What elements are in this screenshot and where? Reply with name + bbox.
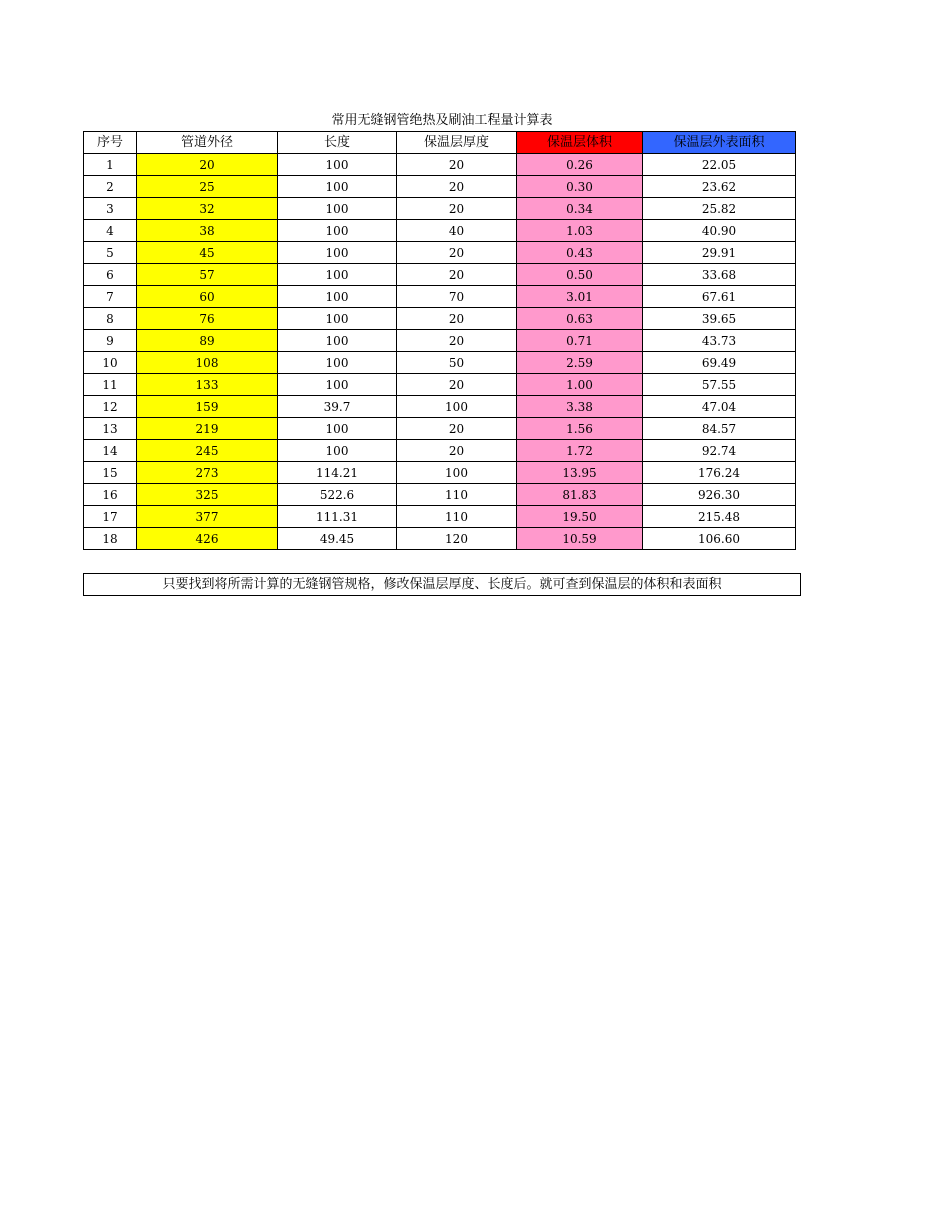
cell-outer-diameter[interactable]: 60 bbox=[137, 286, 278, 308]
cell-length[interactable]: 111.31 bbox=[278, 506, 397, 528]
cell-insulation-thickness[interactable]: 20 bbox=[397, 242, 517, 264]
cell-surface-area[interactable]: 106.60 bbox=[643, 528, 796, 550]
cell-insulation-volume[interactable]: 0.43 bbox=[517, 242, 643, 264]
cell-insulation-thickness[interactable]: 100 bbox=[397, 396, 517, 418]
cell-index[interactable]: 3 bbox=[84, 198, 137, 220]
cell-length[interactable]: 100 bbox=[278, 440, 397, 462]
cell-insulation-thickness[interactable]: 70 bbox=[397, 286, 517, 308]
table-row bbox=[84, 154, 796, 176]
table-row bbox=[84, 198, 796, 220]
cell-index[interactable]: 13 bbox=[84, 418, 137, 440]
cell-index[interactable]: 18 bbox=[84, 528, 137, 550]
table-row bbox=[84, 462, 796, 484]
cell-surface-area[interactable]: 39.65 bbox=[643, 308, 796, 330]
cell-insulation-thickness[interactable]: 110 bbox=[397, 484, 517, 506]
cell-insulation-volume[interactable]: 2.59 bbox=[517, 352, 643, 374]
cell-index[interactable]: 15 bbox=[84, 462, 137, 484]
cell-insulation-volume[interactable]: 0.34 bbox=[517, 198, 643, 220]
table-row bbox=[84, 418, 796, 440]
cell-outer-diameter[interactable]: 108 bbox=[137, 352, 278, 374]
cell-surface-area[interactable]: 29.91 bbox=[643, 242, 796, 264]
cell-insulation-volume[interactable]: 0.26 bbox=[517, 154, 643, 176]
header-length[interactable]: 长度 bbox=[278, 132, 397, 154]
table-row bbox=[84, 440, 796, 462]
cell-insulation-volume[interactable]: 19.50 bbox=[517, 506, 643, 528]
cell-index[interactable]: 11 bbox=[84, 374, 137, 396]
header-insulation-surface-area[interactable]: 保温层外表面积 bbox=[643, 132, 796, 154]
cell-surface-area[interactable]: 176.24 bbox=[643, 462, 796, 484]
table-row bbox=[84, 308, 796, 330]
cell-insulation-thickness[interactable]: 20 bbox=[397, 264, 517, 286]
cell-surface-area[interactable]: 43.73 bbox=[643, 330, 796, 352]
cell-insulation-thickness[interactable]: 120 bbox=[397, 528, 517, 550]
cell-length[interactable]: 39.7 bbox=[278, 396, 397, 418]
cell-insulation-thickness[interactable]: 50 bbox=[397, 352, 517, 374]
cell-index[interactable]: 7 bbox=[84, 286, 137, 308]
cell-outer-diameter[interactable]: 89 bbox=[137, 330, 278, 352]
table-row bbox=[84, 176, 796, 198]
cell-outer-diameter[interactable]: 219 bbox=[137, 418, 278, 440]
cell-insulation-volume[interactable]: 81.83 bbox=[517, 484, 643, 506]
cell-insulation-thickness[interactable]: 20 bbox=[397, 154, 517, 176]
cell-outer-diameter[interactable]: 25 bbox=[137, 176, 278, 198]
cell-outer-diameter[interactable]: 245 bbox=[137, 440, 278, 462]
cell-index[interactable]: 6 bbox=[84, 264, 137, 286]
cell-insulation-volume[interactable]: 1.72 bbox=[517, 440, 643, 462]
cell-surface-area[interactable]: 40.90 bbox=[643, 220, 796, 242]
cell-surface-area[interactable]: 215.48 bbox=[643, 506, 796, 528]
cell-surface-area[interactable]: 92.74 bbox=[643, 440, 796, 462]
cell-insulation-thickness[interactable]: 20 bbox=[397, 176, 517, 198]
cell-insulation-thickness[interactable]: 20 bbox=[397, 418, 517, 440]
cell-length[interactable]: 100 bbox=[278, 154, 397, 176]
table-row bbox=[84, 286, 796, 308]
cell-surface-area[interactable]: 69.49 bbox=[643, 352, 796, 374]
cell-outer-diameter[interactable]: 325 bbox=[137, 484, 278, 506]
cell-index[interactable]: 10 bbox=[84, 352, 137, 374]
table-row bbox=[84, 330, 796, 352]
sheet-title: 常用无缝钢管绝热及刷油工程量计算表 bbox=[331, 113, 553, 128]
cell-insulation-volume[interactable]: 13.95 bbox=[517, 462, 643, 484]
cell-insulation-volume[interactable]: 1.56 bbox=[517, 418, 643, 440]
cell-insulation-thickness[interactable]: 20 bbox=[397, 330, 517, 352]
cell-insulation-thickness[interactable]: 40 bbox=[397, 220, 517, 242]
cell-insulation-volume[interactable]: 0.50 bbox=[517, 264, 643, 286]
table-row bbox=[84, 264, 796, 286]
cell-outer-diameter[interactable]: 426 bbox=[137, 528, 278, 550]
cell-outer-diameter[interactable]: 159 bbox=[137, 396, 278, 418]
cell-index[interactable]: 17 bbox=[84, 506, 137, 528]
cell-surface-area[interactable]: 33.68 bbox=[643, 264, 796, 286]
cell-insulation-thickness[interactable]: 20 bbox=[397, 440, 517, 462]
cell-length[interactable]: 522.6 bbox=[278, 484, 397, 506]
cell-surface-area[interactable]: 57.55 bbox=[643, 374, 796, 396]
cell-length[interactable]: 100 bbox=[278, 352, 397, 374]
table-row bbox=[84, 352, 796, 374]
header-row bbox=[84, 132, 796, 154]
cell-surface-area[interactable]: 47.04 bbox=[643, 396, 796, 418]
cell-index[interactable]: 14 bbox=[84, 440, 137, 462]
cell-length[interactable]: 100 bbox=[278, 330, 397, 352]
cell-outer-diameter[interactable]: 38 bbox=[137, 220, 278, 242]
cell-index[interactable]: 2 bbox=[84, 176, 137, 198]
cell-insulation-volume[interactable]: 1.00 bbox=[517, 374, 643, 396]
cell-insulation-thickness[interactable]: 100 bbox=[397, 462, 517, 484]
pipe-insulation-table bbox=[83, 131, 796, 550]
cell-length[interactable]: 100 bbox=[278, 308, 397, 330]
table-row bbox=[84, 484, 796, 506]
cell-index[interactable]: 12 bbox=[84, 396, 137, 418]
cell-outer-diameter[interactable]: 57 bbox=[137, 264, 278, 286]
cell-outer-diameter[interactable]: 20 bbox=[137, 154, 278, 176]
cell-outer-diameter[interactable]: 45 bbox=[137, 242, 278, 264]
cell-insulation-volume[interactable]: 3.38 bbox=[517, 396, 643, 418]
header-insulation-volume[interactable]: 保温层体积 bbox=[517, 132, 643, 154]
table-row bbox=[84, 220, 796, 242]
header-outer-diameter[interactable]: 管道外径 bbox=[137, 132, 278, 154]
cell-insulation-volume[interactable]: 0.63 bbox=[517, 308, 643, 330]
cell-insulation-thickness[interactable]: 20 bbox=[397, 374, 517, 396]
cell-insulation-thickness[interactable]: 20 bbox=[397, 198, 517, 220]
cell-insulation-thickness[interactable]: 110 bbox=[397, 506, 517, 528]
table-row bbox=[84, 242, 796, 264]
cell-insulation-volume[interactable]: 3.01 bbox=[517, 286, 643, 308]
cell-outer-diameter[interactable]: 273 bbox=[137, 462, 278, 484]
cell-length[interactable]: 100 bbox=[278, 374, 397, 396]
cell-surface-area[interactable]: 25.82 bbox=[643, 198, 796, 220]
cell-index[interactable]: 16 bbox=[84, 484, 137, 506]
cell-length[interactable]: 100 bbox=[278, 286, 397, 308]
cell-insulation-thickness[interactable]: 20 bbox=[397, 308, 517, 330]
cell-index[interactable]: 4 bbox=[84, 220, 137, 242]
cell-surface-area[interactable]: 84.57 bbox=[643, 418, 796, 440]
header-index[interactable]: 序号 bbox=[84, 132, 137, 154]
cell-insulation-volume[interactable]: 10.59 bbox=[517, 528, 643, 550]
cell-outer-diameter[interactable]: 133 bbox=[137, 374, 278, 396]
cell-index[interactable]: 1 bbox=[84, 154, 137, 176]
table-row bbox=[84, 506, 796, 528]
cell-length[interactable]: 49.45 bbox=[278, 528, 397, 550]
table-row bbox=[84, 528, 796, 550]
cell-length[interactable]: 100 bbox=[278, 242, 397, 264]
cell-surface-area[interactable]: 22.05 bbox=[643, 154, 796, 176]
cell-index[interactable]: 8 bbox=[84, 308, 137, 330]
usage-note: 只要找到将所需计算的无缝钢管规格，修改保温层厚度、长度后。就可查到保温层的体积和表面积 bbox=[83, 573, 801, 596]
cell-insulation-volume[interactable]: 1.03 bbox=[517, 220, 643, 242]
cell-length[interactable]: 100 bbox=[278, 176, 397, 198]
header-insulation-thickness[interactable]: 保温层厚度 bbox=[397, 132, 517, 154]
cell-insulation-volume[interactable]: 0.71 bbox=[517, 330, 643, 352]
cell-surface-area[interactable]: 926.30 bbox=[643, 484, 796, 506]
cell-length[interactable]: 100 bbox=[278, 264, 397, 286]
cell-length[interactable]: 100 bbox=[278, 418, 397, 440]
cell-index[interactable]: 5 bbox=[84, 242, 137, 264]
cell-outer-diameter[interactable]: 76 bbox=[137, 308, 278, 330]
cell-outer-diameter[interactable]: 32 bbox=[137, 198, 278, 220]
cell-length[interactable]: 100 bbox=[278, 198, 397, 220]
table-row bbox=[84, 396, 796, 418]
table-row bbox=[84, 374, 796, 396]
cell-outer-diameter[interactable]: 377 bbox=[137, 506, 278, 528]
cell-length[interactable]: 100 bbox=[278, 220, 397, 242]
cell-insulation-volume[interactable]: 0.30 bbox=[517, 176, 643, 198]
cell-surface-area[interactable]: 67.61 bbox=[643, 286, 796, 308]
cell-length[interactable]: 114.21 bbox=[278, 462, 397, 484]
cell-surface-area[interactable]: 23.62 bbox=[643, 176, 796, 198]
cell-index[interactable]: 9 bbox=[84, 330, 137, 352]
